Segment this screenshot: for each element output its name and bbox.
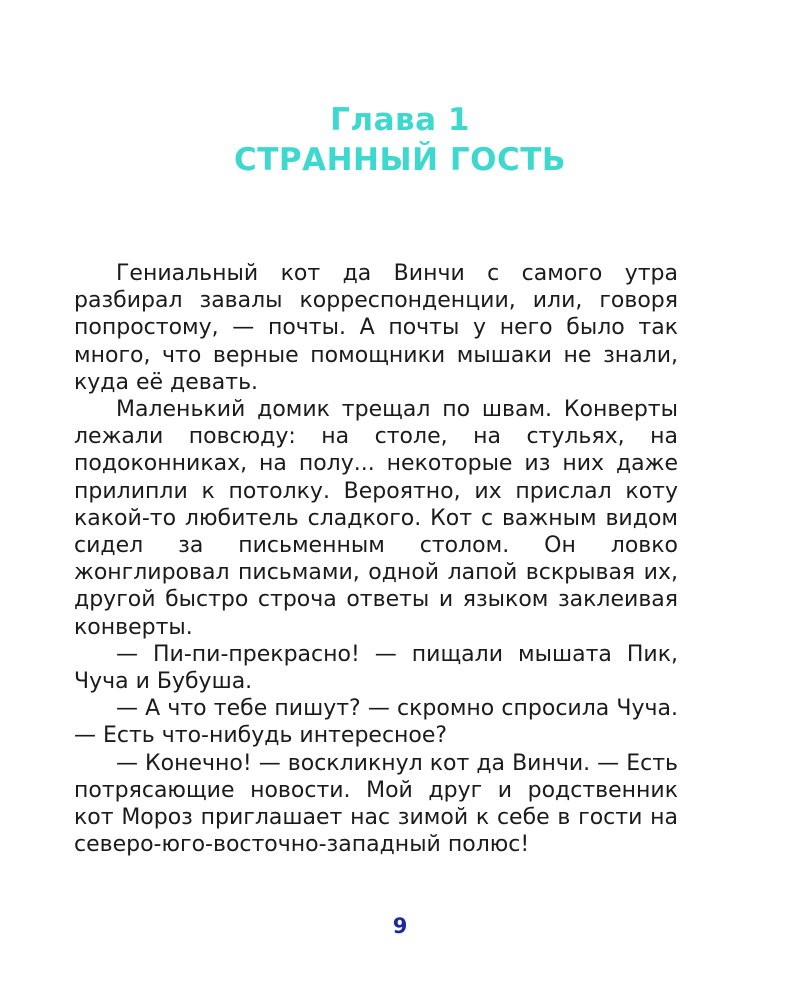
chapter-body	[74, 260, 678, 858]
dialogue-paragraph: — Конечно! — воскликнул кот да Винчи. — Есть потрясающие новости. Мой друг и родственник кот Мороз приглашает нас зимой к себе в гости на северо-юго-восточно-западный полюс!	[74, 750, 678, 858]
chapter-number: Глава 1	[330, 102, 470, 138]
dialogue-paragraph: — Пи-пи-прекрасно! — пищали мышата Пик, Чуча и Бубуша.	[74, 641, 678, 695]
paragraph: Гениальный кот да Винчи с самого утра разбирал завалы корреспонденции, или, говоря попростому, — почты. А почты у него было так много, что верные помощники мышаки не знали, куда её девать.	[74, 261, 678, 395]
chapter-title: СТРАННЫЙ ГОСТЬ	[234, 142, 566, 178]
page-number: 9	[392, 914, 408, 938]
dialogue-paragraph: — А что тебе пишут? — скромно спросила Чуча. — Есть что-нибудь интересное?	[74, 696, 678, 749]
paragraph: Маленький домик трещал по швам. Конверты лежали повсюду: на столе, на стульях, на подоконниках, на полу... некоторые из них даже прилипли к потолку. Вероятно, их прислал коту какой-то любитель сладкого. Кот с важным видом сидел за письменным столом. Он ловко жонглировал письмами, одной лапой вскрывая их, другой быстро строча ответы и языком заклеивая конверты.	[74, 397, 678, 640]
